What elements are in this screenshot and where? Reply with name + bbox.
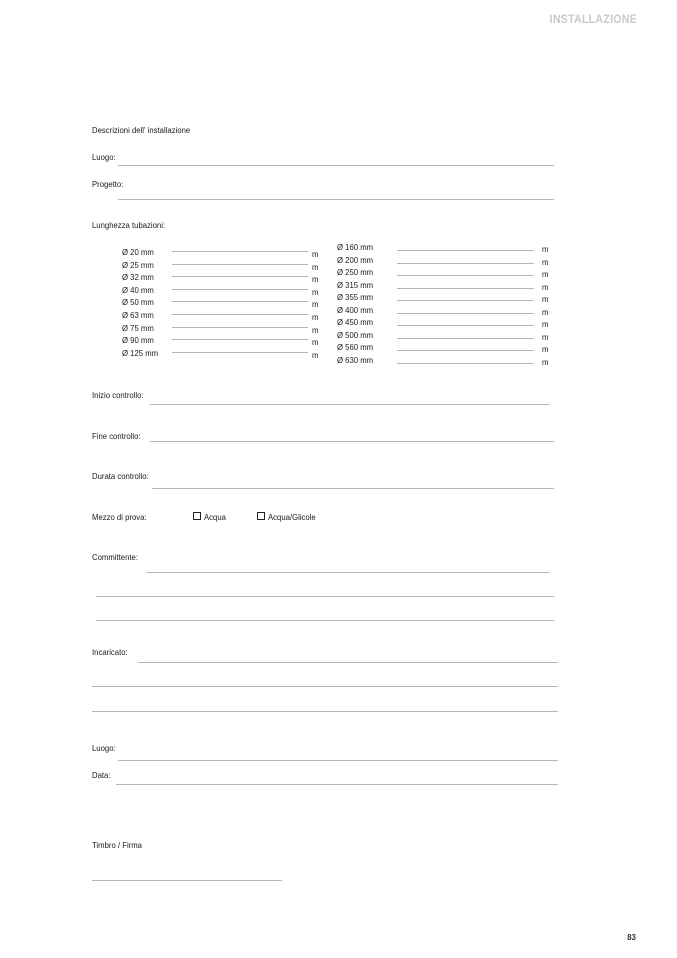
pipe-diameter-label: Ø 50 mm [122,297,154,308]
pipe-diameter-label: Ø 20 mm [122,247,154,257]
pipe-length-field-line[interactable] [397,325,534,326]
fine-controllo-label: Fine controllo: [92,431,141,441]
pipe-length-unit: m [312,299,319,310]
pipe-length-unit: m [542,356,549,367]
pipe-diameter-label: Ø 63 mm [122,310,154,320]
pipe-length-field-line[interactable] [172,352,308,353]
luogo-field-line[interactable] [118,165,554,166]
pipe-length-unit: m [542,244,549,254]
pipe-length-unit: m [312,312,319,322]
committente-field-line-3[interactable] [96,620,554,621]
pipe-diameter-label: Ø 500 mm [337,329,374,340]
pipe-length-field-line[interactable] [397,288,534,289]
pipe-diameter-label: Ø 25 mm [122,259,154,270]
timbro-firma-label: Timbro / Firma [92,840,142,850]
pipe-length-unit: m [312,349,319,360]
pipe-length-field-line[interactable] [172,251,308,252]
pipe-diameter-label: Ø 75 mm [122,322,154,333]
pipe-length-unit: m [542,281,549,292]
pipe-diameter-label: Ø 355 mm [337,292,374,302]
acqua-glicole-checkbox[interactable] [257,512,265,520]
mezzo-di-prova-label: Mezzo di prova: [92,512,147,522]
pipe-length-field-line[interactable] [397,363,534,364]
pipe-length-unit: m [312,286,319,297]
pipe-diameter-label: Ø 400 mm [337,304,374,315]
pipe-length-unit: m [312,324,319,335]
pipe-diameter-label: Ø 125 mm [122,347,159,358]
pipe-diameter-label: Ø 200 mm [337,254,374,265]
pipe-diameter-label: Ø 315 mm [337,279,374,290]
pipe-diameter-label: Ø 90 mm [122,335,154,346]
pipe-length-unit: m [542,269,549,279]
acqua-glicole-option-label: Acqua/Glicole [268,512,316,522]
incaricato-field-line-1[interactable] [138,662,558,663]
pipe-length-unit: m [312,261,319,272]
page-number: 83 [627,933,636,942]
pipe-length-field-line[interactable] [172,276,308,277]
luogo-label: Luogo: [92,152,116,162]
pipe-diameter-label: Ø 40 mm [122,284,154,295]
pipe-length-unit: m [542,331,549,342]
pipe-diameter-label: Ø 630 mm [337,354,374,365]
pipe-length-unit: m [542,256,549,267]
page-header-title: INSTALLAZIONE [549,14,637,26]
section-title: Descrizioni dell' installazione [92,125,191,135]
durata-controllo-label: Durata controllo: [92,471,149,481]
luogo-firma-label: Luogo: [92,743,116,753]
durata-controllo-field-line[interactable] [152,488,554,489]
inizio-controllo-label: Inizio controllo: [92,390,144,400]
pipe-length-field-line[interactable] [172,339,308,340]
pipe-length-field-line[interactable] [397,313,534,314]
pipe-length-field-line[interactable] [397,300,534,301]
pipe-length-field-line[interactable] [397,350,534,351]
pipe-length-unit: m [542,344,549,354]
pipe-length-unit: m [312,249,319,259]
committente-field-line-1[interactable] [146,572,550,573]
incaricato-label: Incaricato: [92,647,128,657]
pipe-length-field-line[interactable] [397,250,534,251]
fine-controllo-field-line[interactable] [150,441,554,442]
pipe-length-field-line[interactable] [397,275,534,276]
luogo-firma-field-line[interactable] [118,760,558,761]
pipe-length-field-line[interactable] [397,263,534,264]
pipe-length-unit: m [542,306,549,317]
acqua-checkbox[interactable] [193,512,201,520]
pipe-length-field-line[interactable] [172,301,308,302]
incaricato-field-line-2[interactable] [92,686,558,687]
pipe-diameter-label: Ø 450 mm [337,317,374,327]
pipe-length-unit: m [542,319,549,329]
pipe-length-field-line[interactable] [172,327,308,328]
pipe-diameter-label: Ø 160 mm [337,242,374,252]
data-field-line[interactable] [116,784,558,785]
committente-label: Committente: [92,552,138,562]
pipe-diameter-label: Ø 560 mm [337,342,374,352]
data-label: Data: [92,770,111,780]
pipe-length-field-line[interactable] [172,314,308,315]
signature-line[interactable] [92,880,282,881]
progetto-field-line[interactable] [118,199,554,200]
committente-field-line-2[interactable] [96,596,554,597]
pipe-diameter-label: Ø 250 mm [337,267,374,277]
pipe-length-unit: m [312,337,319,348]
progetto-label: Progetto: [92,179,124,189]
pipe-length-unit: m [312,274,319,285]
acqua-option-label: Acqua [204,512,226,522]
incaricato-field-line-3[interactable] [92,711,558,712]
pipe-diameter-label: Ø 32 mm [122,272,154,283]
pipe-length-unit: m [542,294,549,304]
pipe-length-field-line[interactable] [172,264,308,265]
pipe-length-field-line[interactable] [172,289,308,290]
pipe-length-field-line[interactable] [397,338,534,339]
inizio-controllo-field-line[interactable] [150,404,550,405]
pipes-title: Lunghezza tubazioni: [92,220,166,230]
